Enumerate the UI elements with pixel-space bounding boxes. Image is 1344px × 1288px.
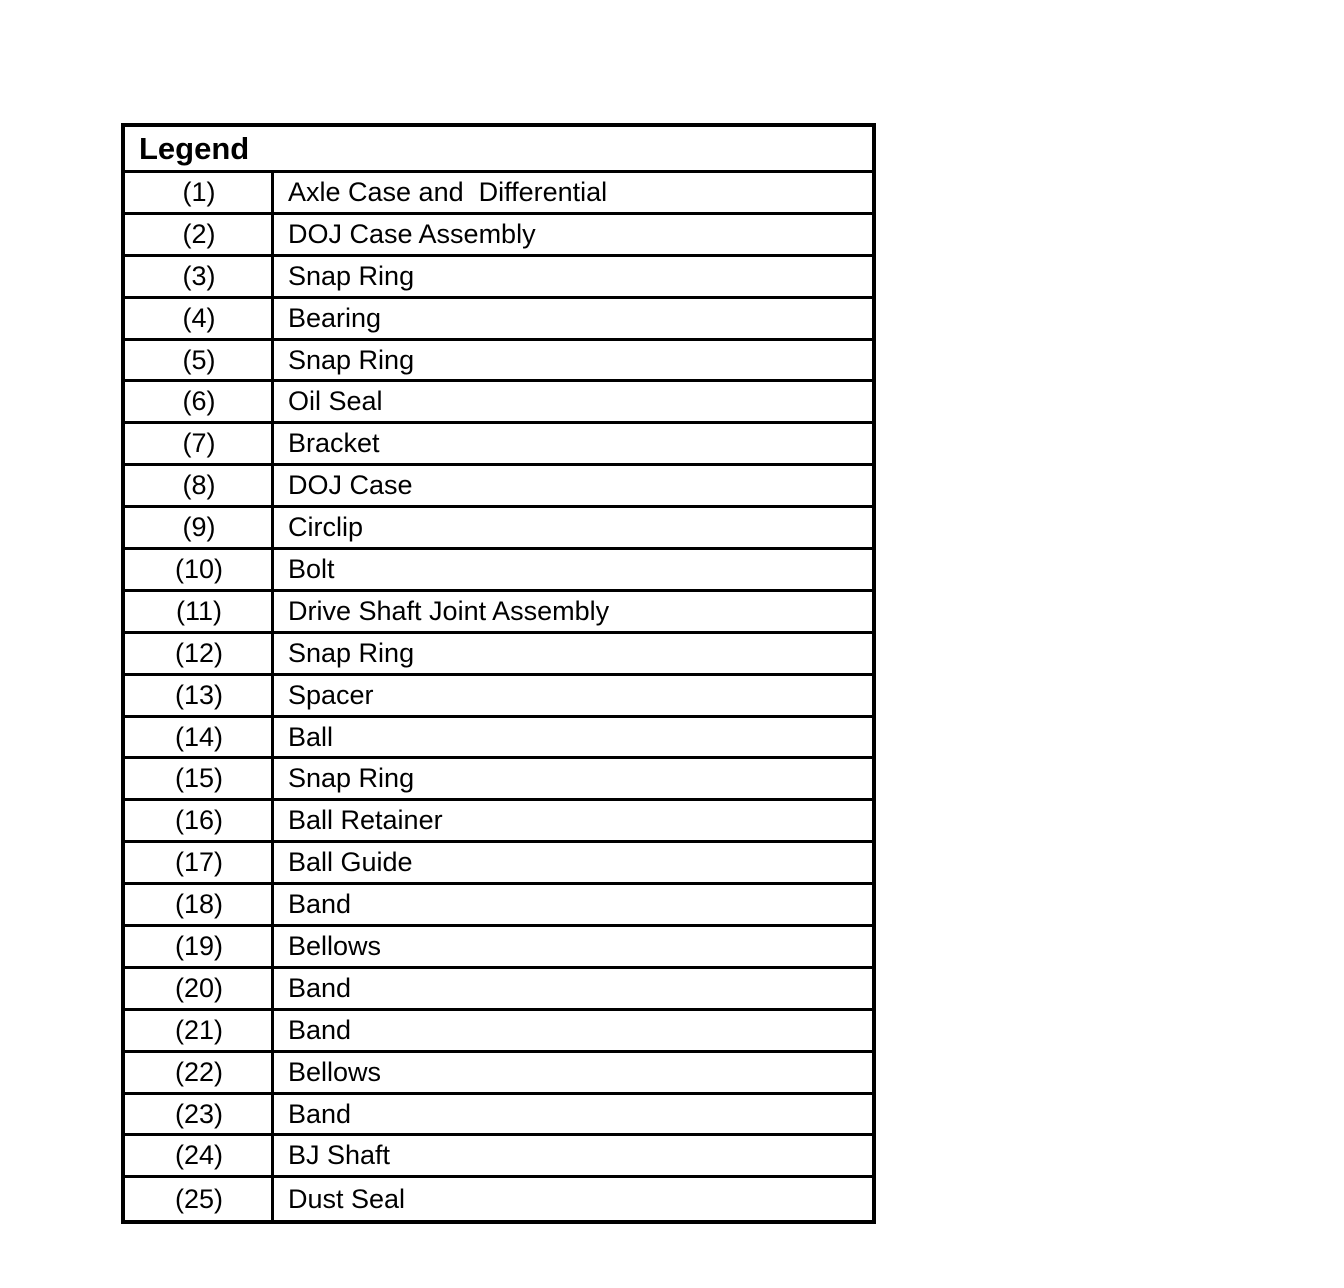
legend-row-description: Circlip [288,512,364,543]
legend-row [125,759,872,801]
legend-row-number: (19) [125,927,274,966]
legend-row-number: (25) [125,1178,274,1220]
legend-row-number: (24) [125,1136,274,1175]
legend-row [125,1136,872,1178]
legend-row-number: (7) [125,424,274,463]
legend-row-description: Spacer [288,679,374,710]
legend-row-description: DOJ Case [288,470,413,501]
legend-row-number: (6) [125,382,274,421]
legend-row [125,1178,872,1220]
legend-row-number: (3) [125,257,274,296]
legend-row-number: (13) [125,676,274,715]
legend-row-description: DOJ Case Assembly [288,218,536,249]
legend-rows [125,173,872,1220]
legend-row-description: Bolt [288,553,335,584]
legend-row-number: (20) [125,969,274,1008]
legend-row-description: Ball Guide [288,847,413,878]
legend-row-number: (4) [125,299,274,338]
legend-row [125,801,872,843]
legend-row-description: Band [288,1014,352,1045]
legend-row-description: Band [288,972,352,1003]
legend-row [125,718,872,760]
legend-row [125,885,872,927]
legend-row [125,382,872,424]
legend-row [125,1095,872,1137]
legend-row [125,927,872,969]
legend-row [125,173,872,215]
legend-row-description: Band [288,1098,352,1129]
legend-row-description: Bearing [288,302,382,333]
legend-title: Legend [125,127,872,173]
legend-row-description: Axle Case and Differential [288,176,608,207]
legend-row-description: BJ Shaft [288,1140,391,1171]
legend-row-number: (2) [125,215,274,254]
legend-row-description: Bellows [288,1056,382,1087]
legend-row-number: (11) [125,592,274,631]
legend-row [125,424,872,466]
legend-row-number: (23) [125,1095,274,1134]
legend-row [125,341,872,383]
legend-row [125,1011,872,1053]
legend-row [125,676,872,718]
legend-row [125,215,872,257]
legend-row-number: (9) [125,508,274,547]
legend-row-number: (18) [125,885,274,924]
legend-row [125,550,872,592]
legend-row-number: (16) [125,801,274,840]
legend-row [125,466,872,508]
legend-row-description: Dust Seal [288,1183,406,1214]
legend-row-description: Ball Retainer [288,805,443,836]
legend-row-number: (12) [125,634,274,673]
legend-row-number: (8) [125,466,274,505]
legend-row [125,299,872,341]
legend-row-description: Snap Ring [288,763,415,794]
legend-row-number: (17) [125,843,274,882]
legend-row [125,843,872,885]
legend-row-description: Snap Ring [288,344,415,375]
legend-table [121,123,876,1224]
legend-row-number: (14) [125,718,274,757]
legend-row [125,969,872,1011]
legend-row-description: Drive Shaft Joint Assembly [288,595,610,626]
legend-row-description: Snap Ring [288,637,415,668]
legend-row-number: (5) [125,341,274,380]
legend-row-number: (1) [125,173,274,212]
legend-row [125,592,872,634]
legend-row [125,257,872,299]
legend-row-description: Ball [288,721,334,752]
legend-row [125,634,872,676]
legend-row-description: Bellows [288,930,382,961]
legend-row-description: Oil Seal [288,386,383,417]
legend-row-number: (22) [125,1053,274,1092]
legend-row-description: Bracket [288,428,380,459]
legend-row-number: (10) [125,550,274,589]
legend-row-number: (15) [125,759,274,798]
legend-row [125,508,872,550]
legend-row-description: Snap Ring [288,260,415,291]
legend-row-description: Band [288,889,352,920]
legend-row [125,1053,872,1095]
legend-row-number: (21) [125,1011,274,1050]
